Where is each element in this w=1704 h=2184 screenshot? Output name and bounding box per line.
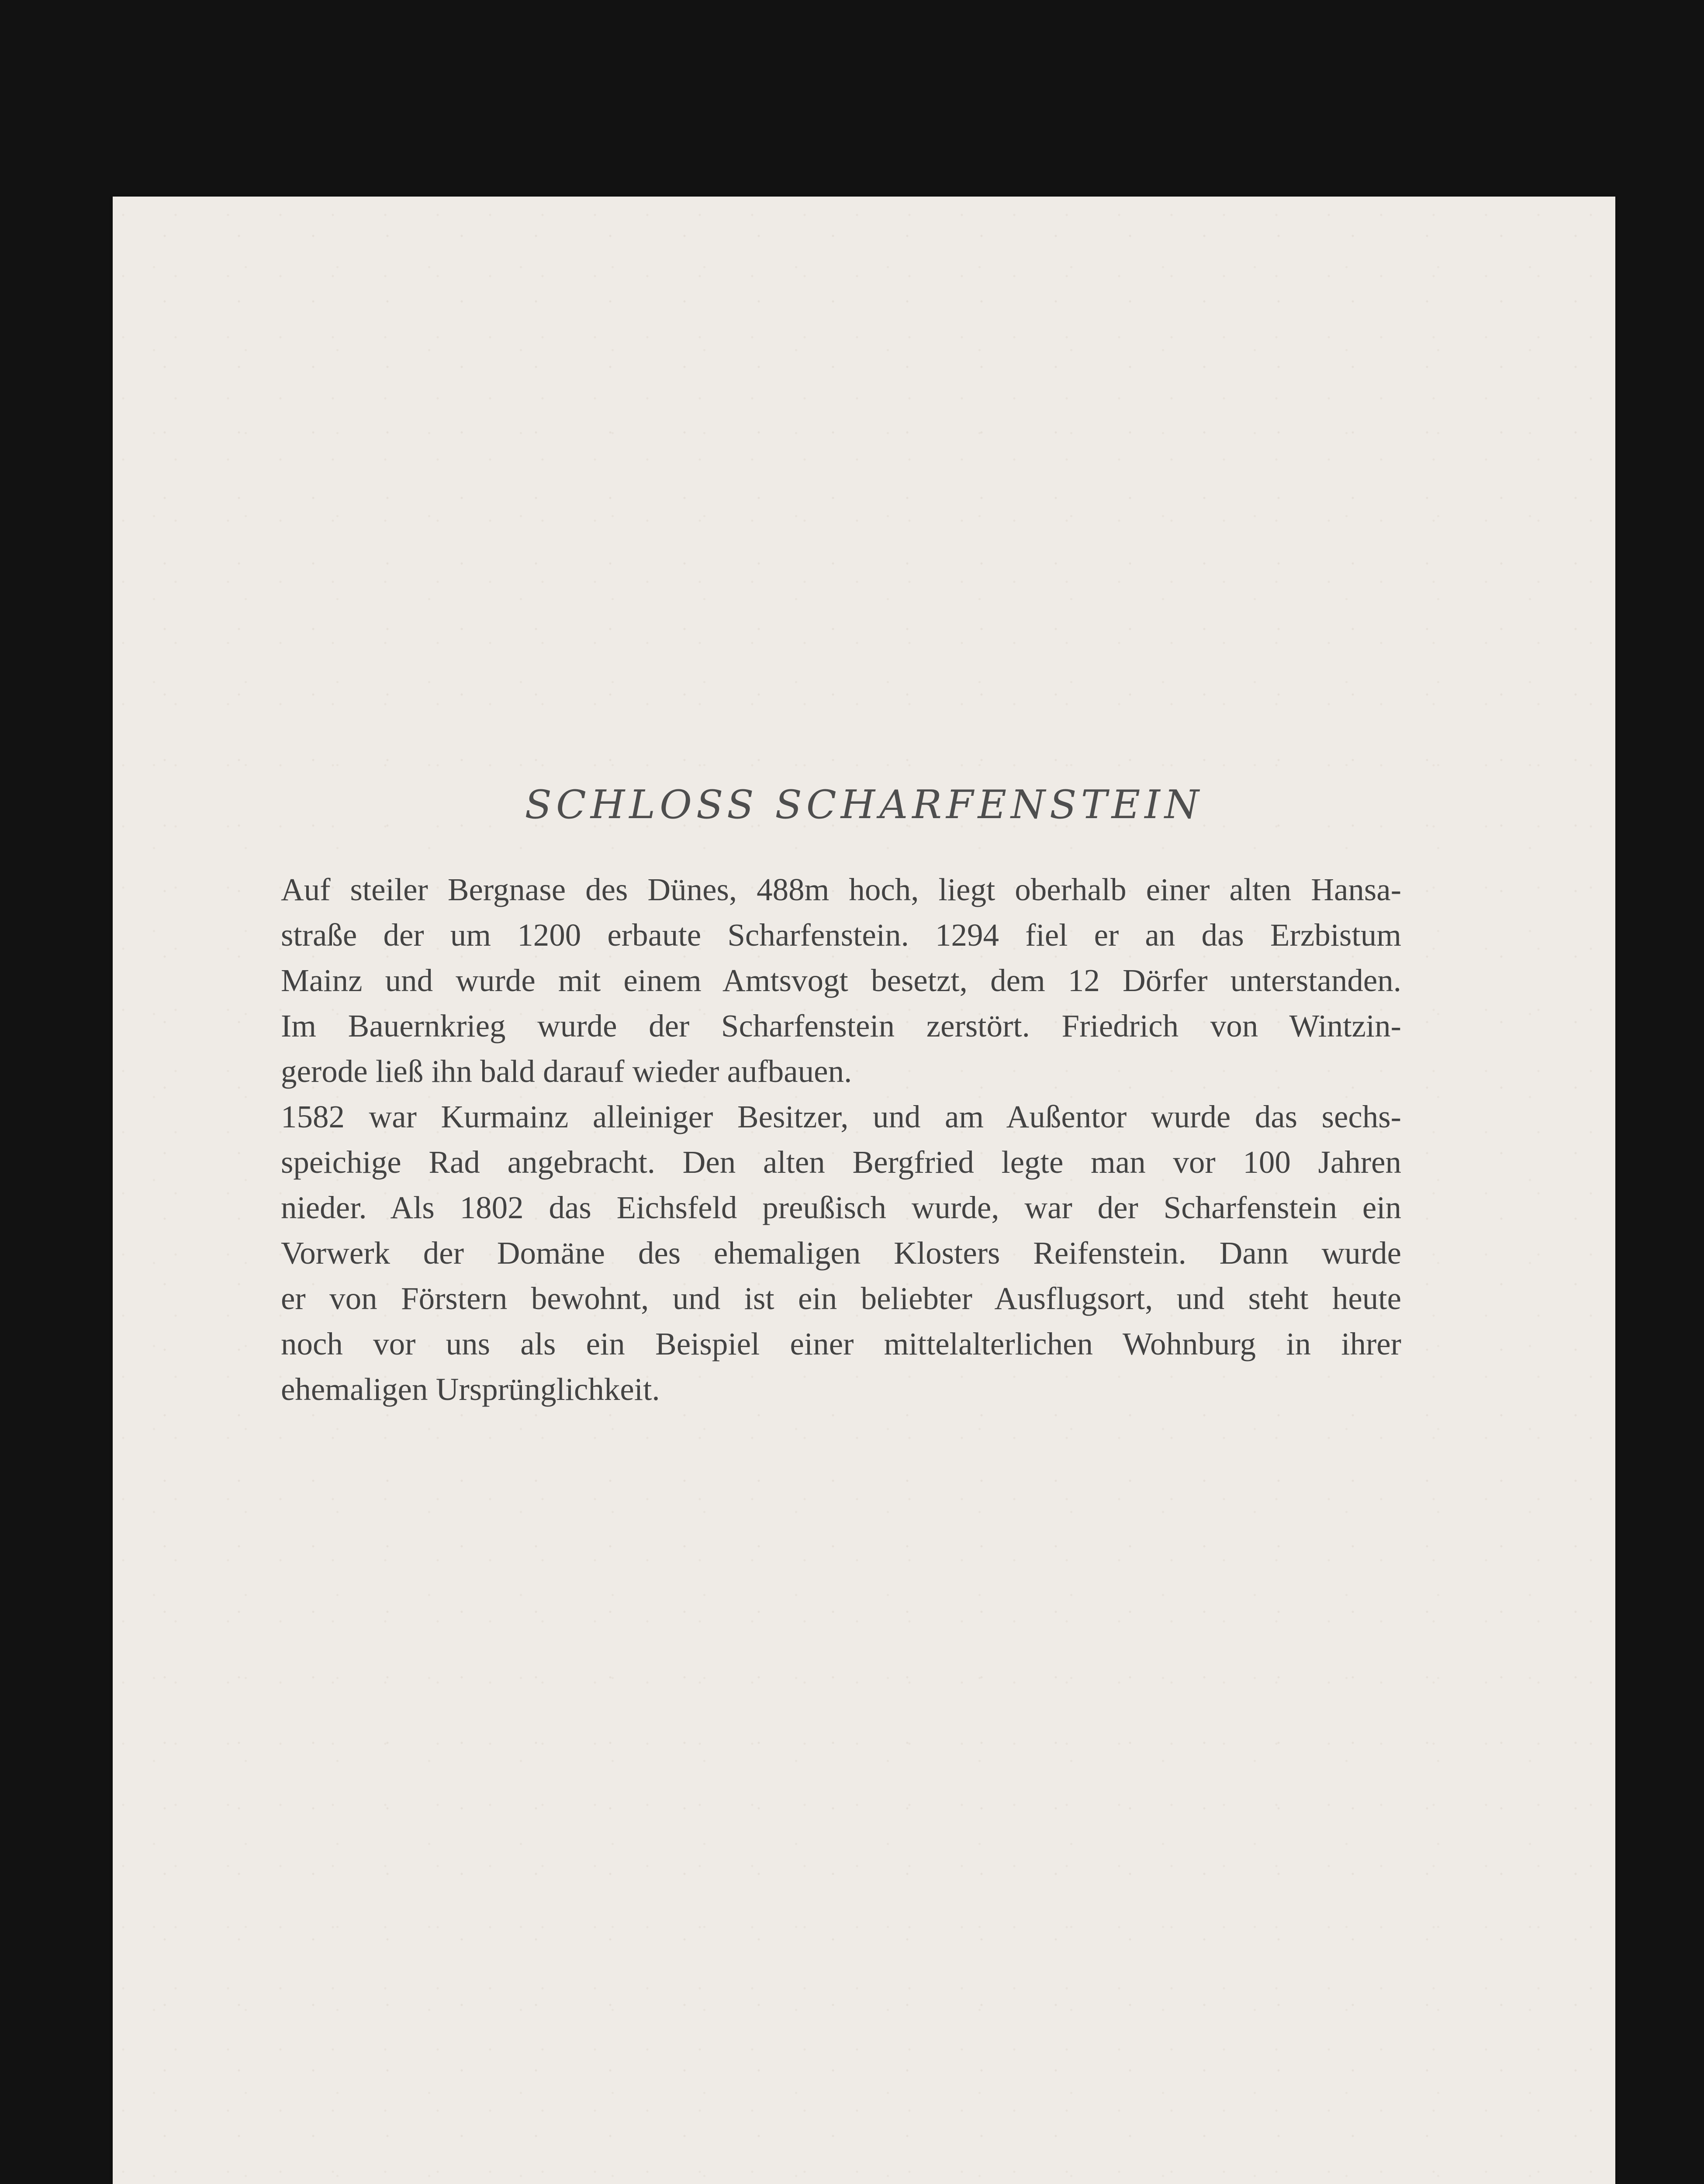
text-line: Vorwerk der Domäne des ehemaligen Klosters Reifenstein. Dann wurde — [281, 1235, 1401, 1271]
postcard-back — [113, 197, 1615, 2184]
text-line: nieder. Als 1802 das Eichsfeld preußisch wurde, war der Scharfenstein ein — [281, 1190, 1401, 1225]
text-line: Mainz und wurde mit einem Amtsvogt besetzt, dem 12 Dörfer unterstanden. — [281, 963, 1401, 998]
text-line: noch vor uns als ein Beispiel einer mittelalterlichen Wohnburg in ihrer — [281, 1326, 1401, 1362]
text-line: 1582 war Kurmainz alleiniger Besitzer, und am Außentor wurde das sechs- — [281, 1099, 1401, 1134]
page-title: SCHLOSS SCHARFENSTEIN — [525, 782, 1203, 828]
text-line: straße der um 1200 erbaute Scharfenstein. 1294 fiel er an das Erzbistum — [281, 917, 1401, 953]
text-line: Auf steiler Bergnase des Dünes, 488m hoch, liegt oberhalb einer alten Hansa- — [281, 872, 1401, 907]
text-line: gerode ließ ihn bald darauf wieder aufbauen. — [281, 1054, 852, 1089]
text-line: Im Bauernkrieg wurde der Scharfenstein zerstört. Friedrich von Wintzin- — [281, 1008, 1401, 1044]
description-text — [281, 867, 1401, 1412]
text-line: speichige Rad angebracht. Den alten Bergfried legte man vor 100 Jahren — [281, 1144, 1401, 1180]
text-line: er von Förstern bewohnt, und ist ein beliebter Ausflugsort, und steht heute — [281, 1281, 1401, 1316]
text-line: ehemaligen Ursprünglichkeit. — [281, 1372, 660, 1407]
